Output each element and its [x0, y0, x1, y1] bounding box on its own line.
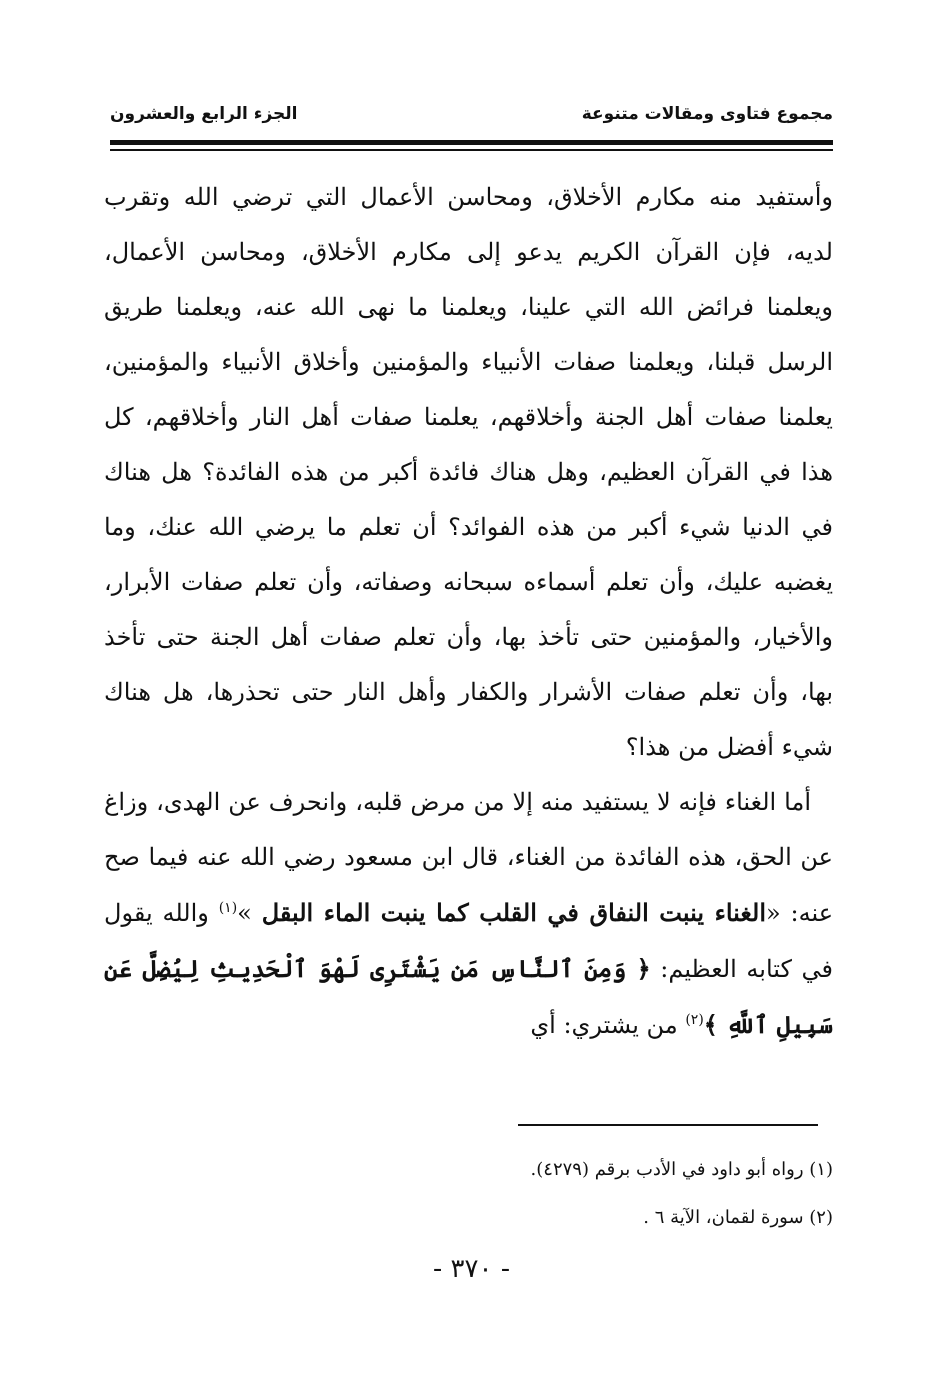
footnote-ref-2: (٢) — [685, 1012, 704, 1028]
volume-label: الجزء الرابع والعشرون — [110, 104, 298, 124]
header-rule-thick — [110, 140, 833, 145]
paragraph-2-intro: أما الغناء فإنه لا يستفيد منه إلا من مرض قلبه، وانحرف عن الهدى، وزاغ عن الحق، هذه الفائدة من الغناء، قال ابن مسعود رضي الله عنه فيما صح عنه: « — [104, 788, 834, 927]
footnote-2-number: (٢) — [809, 1207, 833, 1228]
paragraph-2-mid: والله يقول في كتابه العظيم: — [104, 899, 833, 983]
footnote-2-text: سورة لقمان، الآية ٦ . — [643, 1207, 804, 1228]
paragraph-2 — [104, 775, 833, 1053]
paragraph-1: وأستفيد منه مكارم الأخلاق، ومحاسن الأعمال التي ترضي الله وتقرب لديه، فإن القرآن الكريم يدعو إلى مكارم الأخلاق، ومحاسن الأعمال، ويعلمنا فرائض الله التي علينا، ويعلمنا ما نهى الله عنه، ويعلمنا طريق الرسل قبلنا، ويعلمنا صفات الأنبياء والمؤمنين وأخلاق الأنبياء والمؤمنين، يعلمنا صفات أهل الجنة وأخلاقهم، يعلمنا صفات أهل النار وأخلاقهم، كل هذا في القرآن العظيم، وهل هناك فائدة أكبر من هذه الفائدة؟ هل هناك في الدنيا شيء أكبر من هذه الفوائد؟ أن تعلم ما يرضي الله عنك، وما يغضبه عليك، وأن تعلم أسماءه سبحانه وصفاته، وأن تعلم صفات الأبرار، والأخيار، والمؤمنين حتى تأخذ بها، وأن تعلم صفات أهل الجنة حتى تأخذ بها، وأن تعلم صفات الأشرار والكفار وأهل النار حتى تحذرها، هل هناك شيء أفضل من هذا؟ — [104, 183, 834, 761]
hadith-quote: الغناء ينبت النفاق في القلب كما ينبت الماء البقل — [261, 898, 766, 927]
footnotes — [110, 1146, 833, 1242]
paragraph-2-end: من يشتري: أي — [530, 1011, 686, 1039]
header-rule-thin — [110, 149, 833, 151]
footnote-2 — [110, 1194, 833, 1242]
footnote-ref-1: (١) — [218, 900, 238, 916]
main-text — [104, 170, 833, 1053]
footnote-1-text: رواه أبو داود في الأدب برقم (٤٢٧٩). — [530, 1159, 804, 1180]
footnote-1 — [110, 1146, 833, 1194]
running-header — [110, 96, 833, 136]
book-title: مجموع فتاوى ومقالات متنوعة — [581, 104, 833, 124]
quran-verse: ﴿ وَمِنَ ٱلنَّاسِ مَن يَشْتَرِى لَهْوَ ٱلْحَدِيثِ لِيُضِلَّ عَن سَبِيلِ ٱللَّهِ ﴾ — [104, 954, 833, 1039]
page-number: - ٣٧٠ - — [432, 1254, 511, 1284]
footnote-1-number: (١) — [809, 1159, 833, 1180]
footnote-separator — [518, 1124, 818, 1126]
quote-close: » — [237, 899, 262, 927]
